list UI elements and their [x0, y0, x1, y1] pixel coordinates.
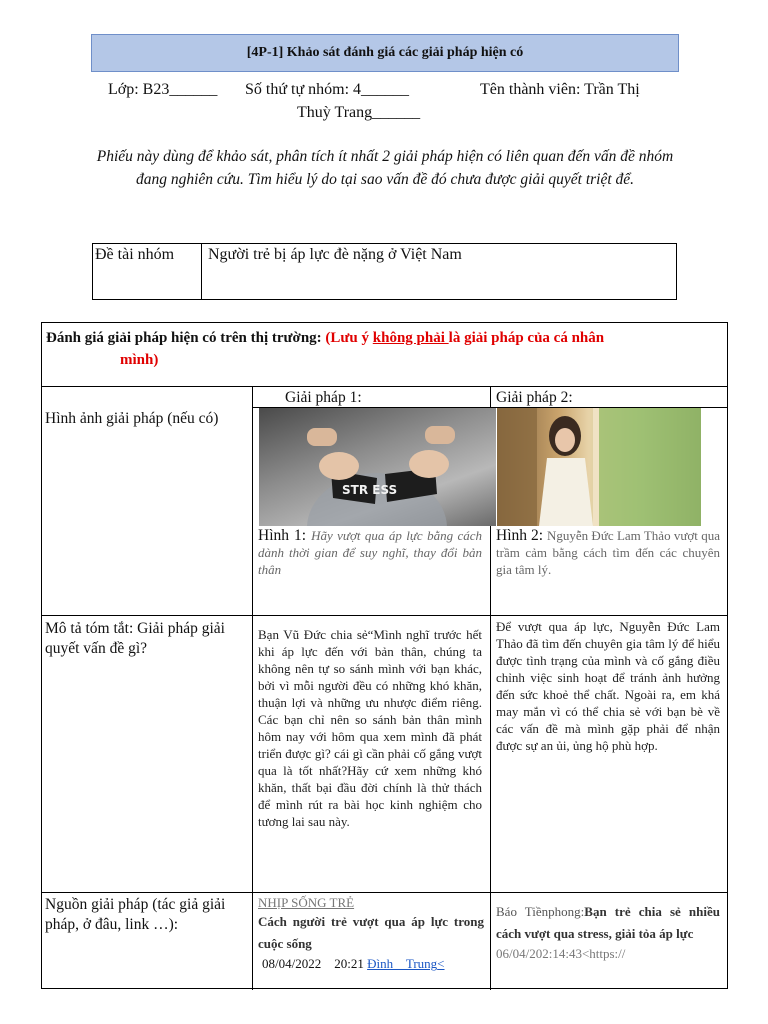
document-title [91, 34, 679, 72]
source-1-url-start[interactable]: < [437, 956, 445, 971]
solution-2-description: Để vượt qua áp lực, Nguyễn Đức Lam Thảo đã tìm đến chuyên gia tâm lý để hiểu được tình trạng của mình và cố gắng điều chỉnh việc sinh hoạt để tránh ảnh hưởng đến sức khoẻ thể chất. Ngoài ra, em khá may mắn vì có thể chia sẻ với bạn bè về các vấn đề mà mình gặp phải để nhận được sự an ủi, ủng hộ phù hợp. [496, 619, 720, 753]
column-divider [252, 386, 253, 990]
intro-paragraph: Phiếu này dùng để khảo sát, phân tích ít nhất 2 giải pháp hiện có liên quan đến vấn đề nhóm đang nghiên cứu. Tìm hiểu lý do tại sao vấn đề đó chưa được giải quyết triệt để. [96, 148, 674, 188]
topic-table [92, 243, 677, 300]
row-divider [42, 615, 727, 616]
solution-1-caption [258, 527, 482, 578]
heading-note-1: (Lưu ý [325, 330, 373, 346]
topic-value: Người trẻ bị áp lực đè nặng ở Việt Nam [208, 246, 462, 263]
solution-2-source [496, 901, 720, 962]
solution-2-header: Giải pháp 2: [496, 389, 573, 406]
photo1-caption-text: STR ESS [342, 483, 398, 497]
solution-1-header: Giải pháp 1: [285, 389, 362, 406]
description-row-label: Mô tả tóm tắt: Giải pháp giải quyết vấn đề gì? [45, 620, 225, 657]
source-2-heading [496, 901, 720, 945]
source-2-site: Báo Tiềnphong: [496, 904, 585, 919]
source-1-title: Cách người trẻ vượt qua áp lực trong cuộc sống [258, 914, 484, 951]
source-2-date[interactable]: 06/04/202:14:43<https:// [496, 946, 626, 961]
solution-2-photo [497, 408, 701, 526]
solution-1-description: Bạn Vũ Đức chia sẻ“Mình nghĩ trước hết khi áp lực đến với bản thân, chúng ta không nên tự so sánh mình với bạn khác, bởi vì mỗi người đều có những khó khăn, thuận lợi và những ưu nhược điểm riêng. Các bạn chỉ nên so sánh bản thân mình hôm nay với hôm qua xem mình đã phát triển được gì? cái gì cần phải cố gắng vượt qua là tốt nhất?Hãy cứ xem những khó khăn, thất bại đầu đời chính là thử thách để mình rút ra bài học kinh nghiệm cho tương lai sau này. [258, 627, 482, 829]
image-row-label: Hình ảnh giải pháp (nếu có) [45, 410, 219, 427]
class-field: Lớp: B23______ [108, 81, 218, 98]
source-1-meta [258, 955, 484, 973]
caption-1-label: Hình 1: [258, 527, 312, 544]
woman-window-illustration [497, 408, 701, 526]
member-name-continued: Thuỳ Trang______ [297, 104, 421, 121]
caption-1-text: Hãy vượt qua áp lực bằng cách dành thời gian để suy nghĩ, thay đổi bản thân [258, 528, 482, 577]
source-row-label: Nguồn giải pháp (tác giả giải pháp, ở đâu, link …): [45, 896, 226, 933]
source-1-author-link[interactable]: Đình Trung [367, 956, 438, 971]
document-title-text: [4P-1] Khảo sát đánh giá các giải pháp hiện có [246, 45, 524, 60]
source-1-date: 08/04/2022 20:21 [262, 956, 368, 971]
row-divider [42, 386, 727, 387]
source-2-title: Bạn trẻ chia sẻ nhiều cách vượt qua stress, giải tỏa áp lực [496, 904, 720, 941]
stress-paper-illustration [259, 408, 496, 526]
heading-note-2: là giải pháp của cá nhân [448, 330, 605, 346]
source-1-site[interactable]: NHỊP SỐNG TRẺ [258, 895, 355, 910]
solution-1-source [258, 895, 484, 973]
caption-2-label: Hình 2: [496, 527, 547, 544]
group-number-field: Số thứ tự nhóm: 4______ [245, 81, 410, 98]
heading-bold: Đánh giá giải pháp hiện có trên thị trường: [46, 330, 326, 346]
heading-note-underline: không phải [372, 330, 449, 346]
solution-1-photo [259, 408, 496, 526]
evaluation-heading [46, 327, 722, 371]
heading-note-3: mình) [120, 352, 159, 368]
caption-2-text: Nguyễn Đức Lam Thảo vượt qua trầm cảm bằng cách tìm đến các chuyên gia tâm lý. [496, 528, 721, 577]
row-divider [42, 892, 727, 893]
member-name-field: Tên thành viên: Trần Thị [480, 81, 640, 98]
evaluation-table [41, 322, 728, 989]
topic-label: Đề tài nhóm [93, 244, 202, 299]
solution-2-caption [496, 527, 720, 578]
